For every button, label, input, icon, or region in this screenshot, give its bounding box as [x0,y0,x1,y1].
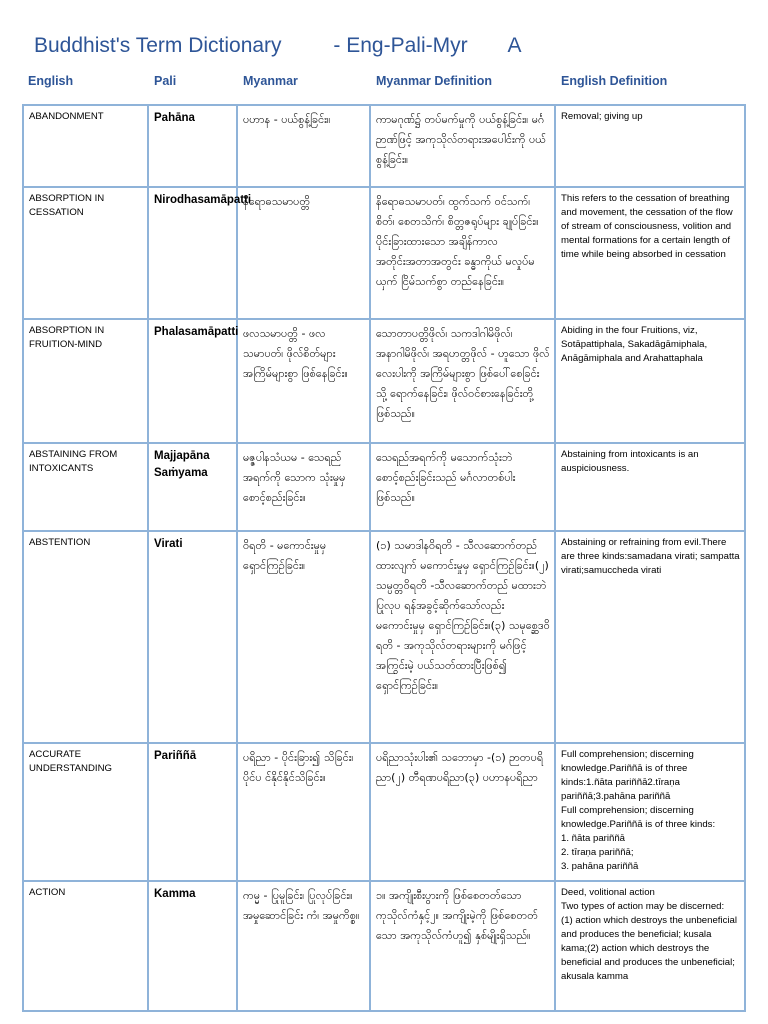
header-myanmar-definition: Myanmar Definition [376,74,492,88]
english-definition-line: Abstaining or refraining from evil.There are three kinds:samadana virati; sampatta virati;samuccheda virati [561,537,740,576]
english-definition-cell [555,443,745,531]
english-definition-line: Abiding in the four Fruitions, viz, Sotāpattiphala, Sakadāgāmiphala, Anāgāmiphala and Arahattaphala [561,325,708,364]
english-definition-line: Abstaining from intoxicants is an auspiciousness. [561,449,699,474]
column-headers [0,74,768,94]
myanmar-term-cell: ဖလသမာပတ္တိ - ဖလသမာပတ်၊ ဖိုလ်စိတ်များ အကြိမ်များစွာ ဖြစ်နေခြင်း။ [237,319,370,443]
myanmar-term-cell: နိရောဓသမာပတ္တိ [237,187,370,319]
english-definition-cell [555,881,745,1011]
english-definition-cell [555,105,745,187]
myanmar-definition-cell: သောတာပတ္တိဖိုလ်၊ သကဒါဂါမိဖိုလ်၊ အနာဂါမိဖိုလ်၊ အရဟတ္တဖိုလ် - ဟူသော ဖိုလ်လေးပါးကို အကြိမ်များစွာ ဖြစ်ပေါ်စေခြင်းသို့ ရောက်နေခြင်း၊ ဖိုလ်ဝင်စားနေခြင်းတို့ဖြစ်သည်။ [370,319,555,443]
english-definition-cell [555,319,745,443]
table-row [23,319,745,443]
myanmar-definition-cell: ပရိညာသုံးပါး၏ သဘောမှာ -(၁) ဉာတပရိညာ(၂) တီရဏပရိညာ(၃) ပဟာနပရိညာ [370,743,555,881]
myanmar-term-cell: ဝိရတိ - မကောင်းမှုမှ ရှောင်ကြဉ်ခြင်း။ [237,531,370,743]
english-definition-cell [555,531,745,743]
english-definition-line: Deed, volitional action [561,887,655,898]
pali-term-cell: Nirodhasamāpatti [148,187,237,319]
letter-section: A [507,34,522,57]
english-definition-line: Removal; giving up [561,111,643,122]
pali-term-cell: Pahāna [148,105,237,187]
english-term-cell: ACCURATE UNDERSTANDING [23,743,148,881]
table-row [23,881,745,1011]
table-row [23,187,745,319]
english-definition-line: 3. pahāna pariññā [561,861,639,872]
english-term-cell: ABSTENTION [23,531,148,743]
english-definition-line: This refers to the cessation of breathing and movement, the cessation of the flow of stream of consciousness, volition and mental formations for a certain length of time while being absorbed in cessation [561,193,733,260]
myanmar-term-cell: မဇ္ဇပါနသံယမ - သေရည်အရက်ကို သောက သုံးမှုမှစောင့်စည်းခြင်း။ [237,443,370,531]
dictionary-subtitle: - Eng-Pali-Myr [333,34,468,57]
dictionary-title: Buddhist's Term Dictionary [34,34,282,57]
english-term-cell: ABSORPTION IN CESSATION [23,187,148,319]
english-definition-cell [555,187,745,319]
table-row [23,743,745,881]
english-definition-line: Full comprehension; discerning knowledge.Pariññā is of three kinds:1.ñāta pariññā2.tīraṇa pariññā;3.pahāna pariññā [561,749,694,802]
header-english-definition: English Definition [561,74,668,88]
pali-term-cell: Kamma [148,881,237,1011]
document-title [34,34,521,64]
english-definition-line: (1) action which destroys the unbeneficial and produces the beneficial; kusala kama;(2) action which destroys the beneficial and produces the unbeneficial; akusala kamma [561,915,737,982]
pali-term-cell: Majjapāna Saṁyama [148,443,237,531]
myanmar-term-cell: ကမ္မ - ပြုမူခြင်း၊ ပြုလုပ်ခြင်း။ အမှုဆောင်ခြင်း ကံ၊ အမှုကိစ္စ။ [237,881,370,1011]
english-definition-line: Two types of action may be discerned: [561,901,725,912]
english-definition-line: 2. tīraṇa pariññā; [561,847,634,858]
table-row [23,531,745,743]
myanmar-definition-cell: ၁။ အကျိုးစီးပွားကို ဖြစ်စေတတ်သော ကုသိုလ်ကံနှင့်၂။ အကျိုးမဲ့ကို ဖြစ်စေတတ်သော အကုသိုလ်ကံဟူ၍ နှစ်မျိုးရှိသည်။ [370,881,555,1011]
english-definition-line: 1. ñāta pariññā [561,833,626,844]
table-row [23,443,745,531]
myanmar-term-cell: ပဟာန - ပယ်စွန့်ခြင်း။ [237,105,370,187]
english-term-cell: ABSTAINING FROM INTOXICANTS [23,443,148,531]
myanmar-term-cell: ပရိညာ - ပိုင်းခြား၍ သိခြင်း၊ ပိုင်ပ င်နိုင်နိုင်သိခြင်း။ [237,743,370,881]
myanmar-definition-cell: (၁) သမာဒါနဝိရတိ - သီလဆောက်တည်ထားလျက် မကောင်းမှုမှ ရှောင်ကြဉ်ခြင်း။(၂) သမ္ပတ္တဝိရတိ -သီလဆောက်တည် မထားဘဲပြုလုပ ရန်အခွင့်ဆိုက်သော်လည်း မကောင်းမှုမှ ရှောင်ကြဉ်ခြင်း။(၃) သမုစ္ဆေဒဝိရတိ - အကုသိုလ်တရားများကို မဂ်ဖြင့် အကြွင်းမဲ့ ပယ်သတ်ထားပြီးဖြစ်၍ ရှောင်ကြဉ်ခြင်း။ [370,531,555,743]
english-term-cell: ABANDONMENT [23,105,148,187]
myanmar-definition-cell: နိရောဓသမာပတ်၊ ထွက်သက် ဝင်သက်၊ စိတ်၊ စေတသိက်၊ စိတ္တဇရုပ်များ ချုပ်ခြင်း။ ပိုင်းခြားထားသော အချိန်ကာလ အတိုင်းအတာအတွင်း ခန္ဓာကိုယ် မလှုပ်မယှက် ငြိမ်သက်စွာ တည်နေခြင်း။ [370,187,555,319]
dictionary-table [22,104,746,1012]
table-row [23,105,745,187]
pali-term-cell: Pariññā [148,743,237,881]
english-term-cell: ACTION [23,881,148,1011]
english-definition-cell [555,743,745,881]
myanmar-definition-cell: ကာမဂုဏ်၌ တပ်မက်မှုကို ပယ်စွန့်ခြင်း။ မင်္ဂဉာဏ်ဖြင့် အကုသိုလ်တရားအပေါင်းကို ပယ်စွန့်ခြင်း။ [370,105,555,187]
myanmar-definition-cell: သေရည်အရက်ကို မသောက်သုံးဘဲ စောင့်စည်းခြင်းသည် မင်္ဂလာတစ်ပါးဖြစ်သည်။ [370,443,555,531]
pali-term-cell: Phalasamāpatti [148,319,237,443]
pali-term-cell: Virati [148,531,237,743]
header-english: English [28,74,74,88]
english-term-cell: ABSORPTION IN FRUITION-MIND [23,319,148,443]
english-definition-line: Full comprehension; discerning knowledge.Pariññā is of three kinds: [561,805,716,830]
header-myanmar: Myanmar [243,74,298,88]
header-pali: Pali [154,74,177,88]
